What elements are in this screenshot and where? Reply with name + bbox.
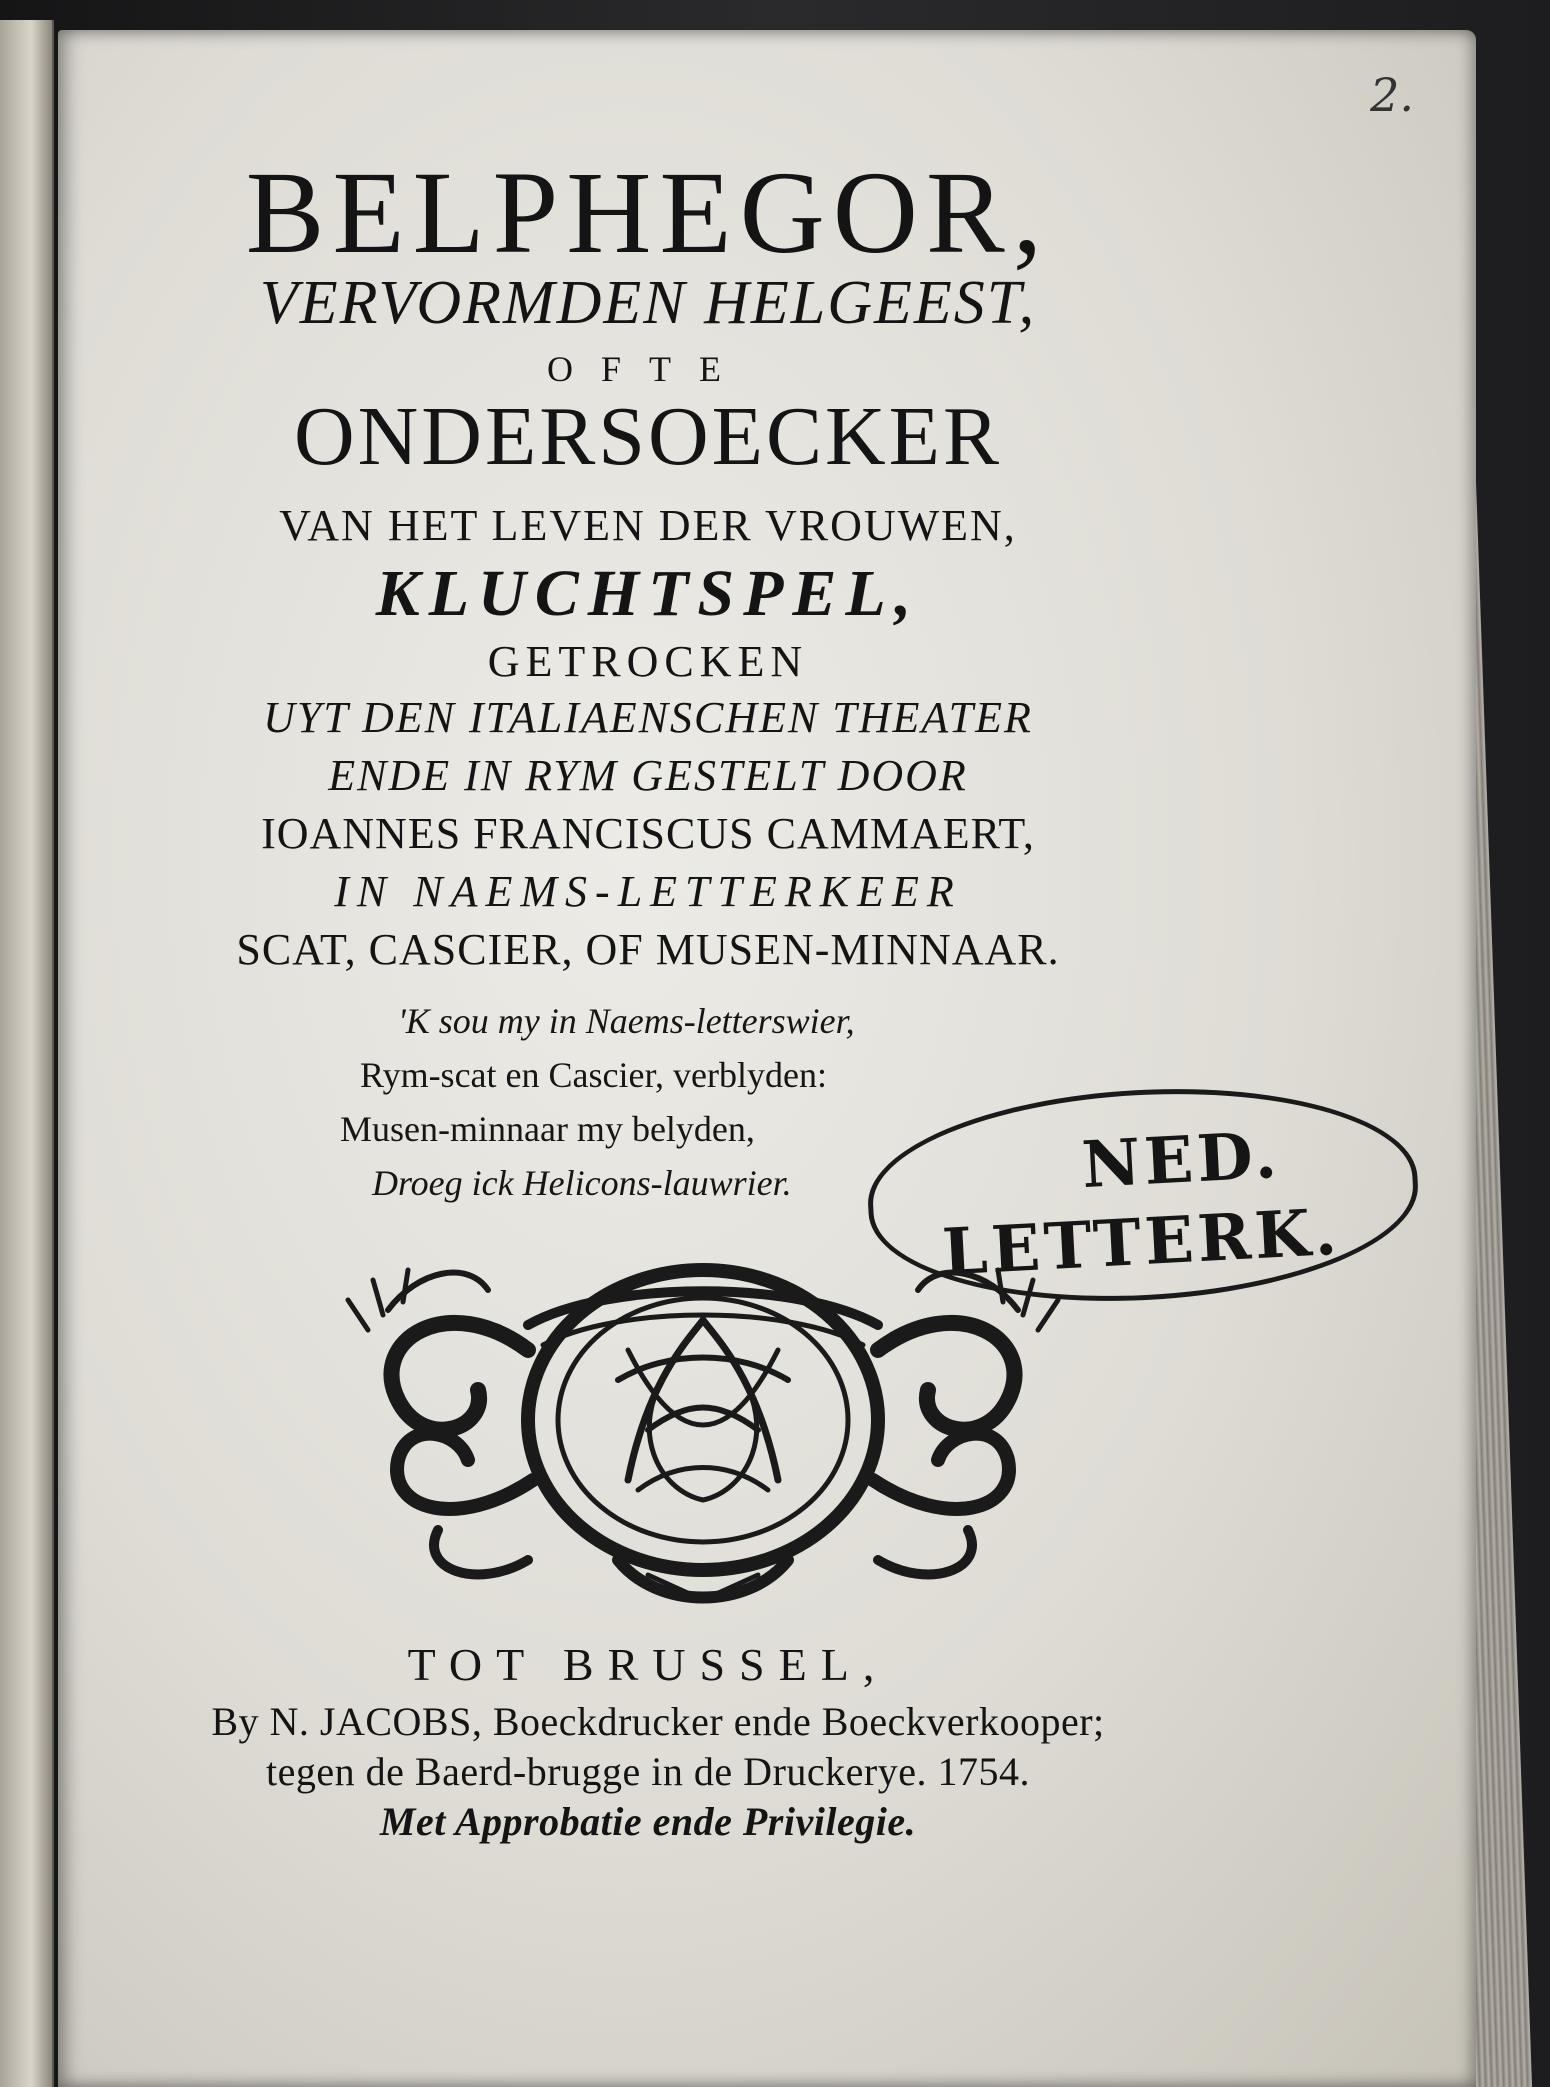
page-number: 2.	[1370, 68, 1414, 122]
genre-line: KLUCHTSPEL,	[375, 557, 921, 630]
verse-line: 'K sou my in Naems-letterswier,	[398, 1001, 855, 1041]
imprint-privilege: Met Approbatie ende Privilegie.	[379, 1799, 917, 1844]
anagram-intro: IN NAEMS-LETTERKEER	[334, 867, 962, 916]
main-title: BELPHEGOR,	[245, 147, 1051, 278]
verse-line: Rym-scat en Cascier, verblyden:	[360, 1055, 827, 1095]
stamp-line-1: NED.	[1080, 1117, 1283, 1204]
subtitle: VERVORMDEN HELGEEST,	[259, 269, 1037, 337]
facing-page-edge	[0, 20, 54, 2087]
author-name: IOANNES FRANCISCUS CAMMAERT,	[261, 809, 1035, 858]
source-line: UYT DEN ITALIAENSCHEN THEATER	[263, 693, 1033, 742]
imprint-address: tegen de Baerd-brugge in de Druckerye. 1754.	[266, 1749, 1030, 1794]
alternate-subtitle: VAN HET LEVEN DER VROUWEN,	[279, 501, 1017, 550]
title-page	[58, 30, 1476, 2087]
imprint-printer: By N. JACOBS, Boeckdrucker ende Boeckverkooper;	[211, 1699, 1105, 1744]
stamp-line-2: LETTERK.	[940, 1194, 1343, 1291]
monogram-cartouche-icon	[328, 1230, 1078, 1610]
getrocken-line: GETROCKEN	[487, 637, 809, 686]
verse-line: Droeg ick Helicons-lauwrier.	[372, 1163, 792, 1203]
verse-line: Musen-minnaar my belyden,	[340, 1109, 755, 1149]
imprint-place: TOT BRUSSEL,	[407, 1639, 889, 1690]
alternate-title: ONDERSOECKER	[293, 390, 1003, 483]
anagram-line: SCAT, CASCIER, OF MUSEN-MINNAAR.	[236, 925, 1060, 974]
rhyme-line: ENDE IN RYM GESTELT DOOR	[328, 751, 968, 800]
title-connector: OFTE	[547, 349, 749, 389]
